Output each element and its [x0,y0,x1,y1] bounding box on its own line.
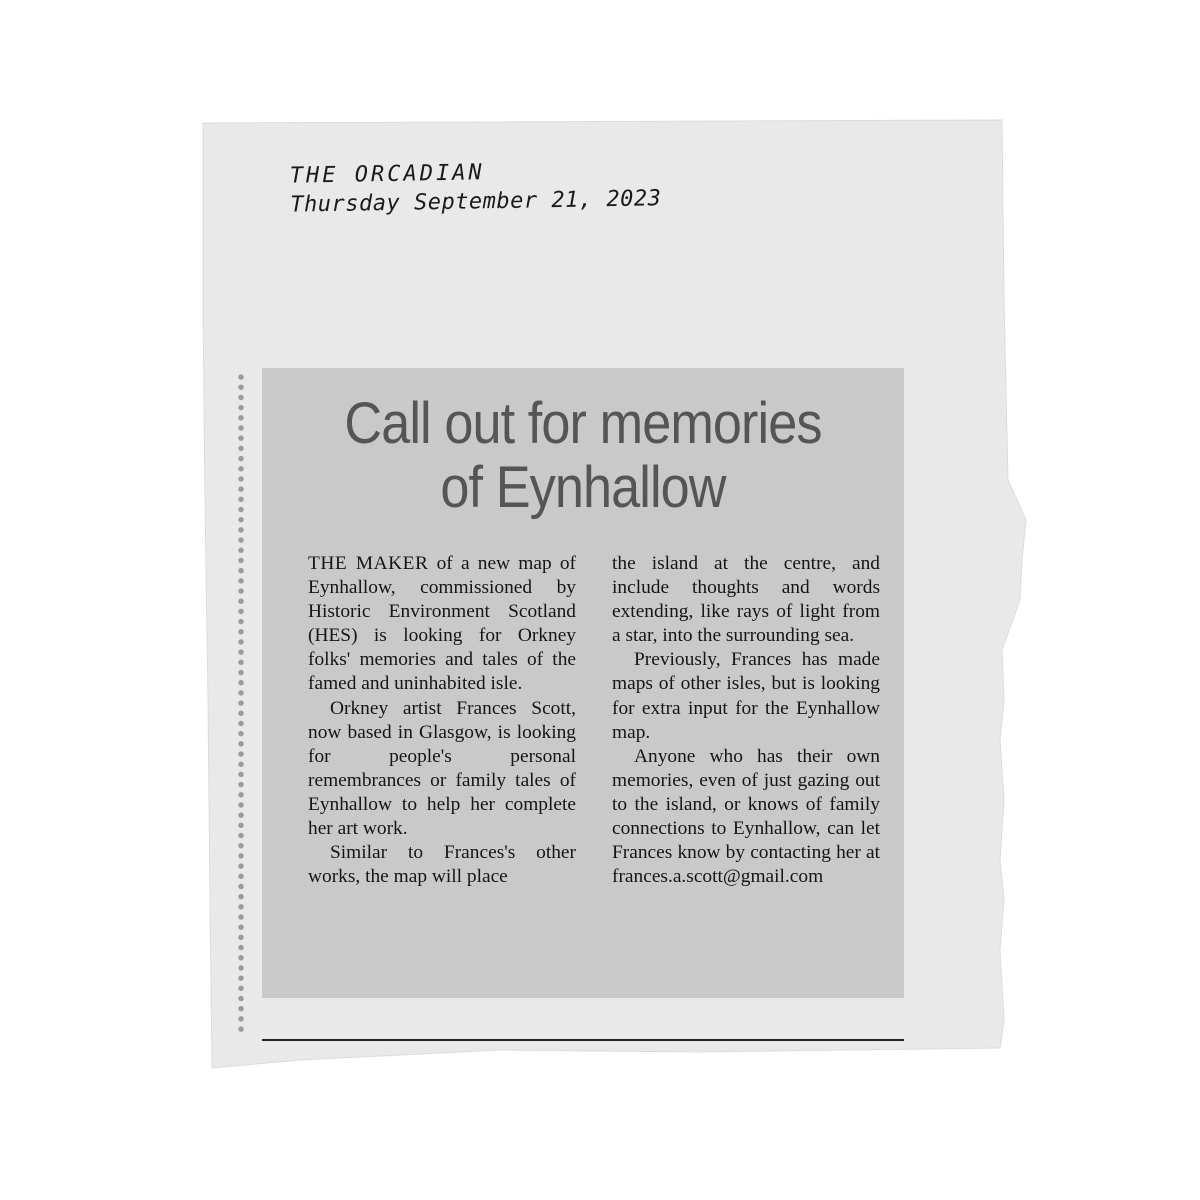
article-body [308,552,880,889]
paragraph: Orkney artist Frances Scott, now based in Glasgow, is looking for people's personal remembrances or family tales of Eynhallow to help her complete her art work. [308,697,576,840]
handwritten-publication: THE ORCADIAN [289,160,485,189]
paragraph: the island at the centre, and include thoughts and words extending, like rays of light from a star, into the surrounding sea. [612,553,880,647]
paragraph: Previously, Frances has made maps of other isles, but is looking for extra input for the Eynhallow map. [612,649,880,743]
paragraph: Similar to Frances's other works, the map will place [308,842,576,888]
headline-line-1: Call out for memories [344,391,822,456]
lead-in: THE MAKER [308,553,429,574]
bottom-rule [262,1039,904,1041]
article-headline [294,392,872,520]
headline-line-2: of Eynhallow [440,455,726,520]
article-column-right [612,552,880,889]
paragraph-text: of a new map of Eynhallow, commissioned by Historic Environment Scotland (HES) is looking for Orkney folks' memories and tales of the famed and uninhabited isle. [308,553,576,695]
article-column-left [308,552,576,889]
paragraph: Anyone who has their own memories, even of just gazing out to the island, or knows of family connections to Eynhallow, can let Frances know by contacting her at frances.a.scott@gmail.com [612,745,880,888]
handwritten-date: Thursday September 21, 2023 [290,186,662,218]
perforation-dots [236,372,246,1032]
handwritten-note [290,156,711,217]
paragraph [308,552,576,697]
